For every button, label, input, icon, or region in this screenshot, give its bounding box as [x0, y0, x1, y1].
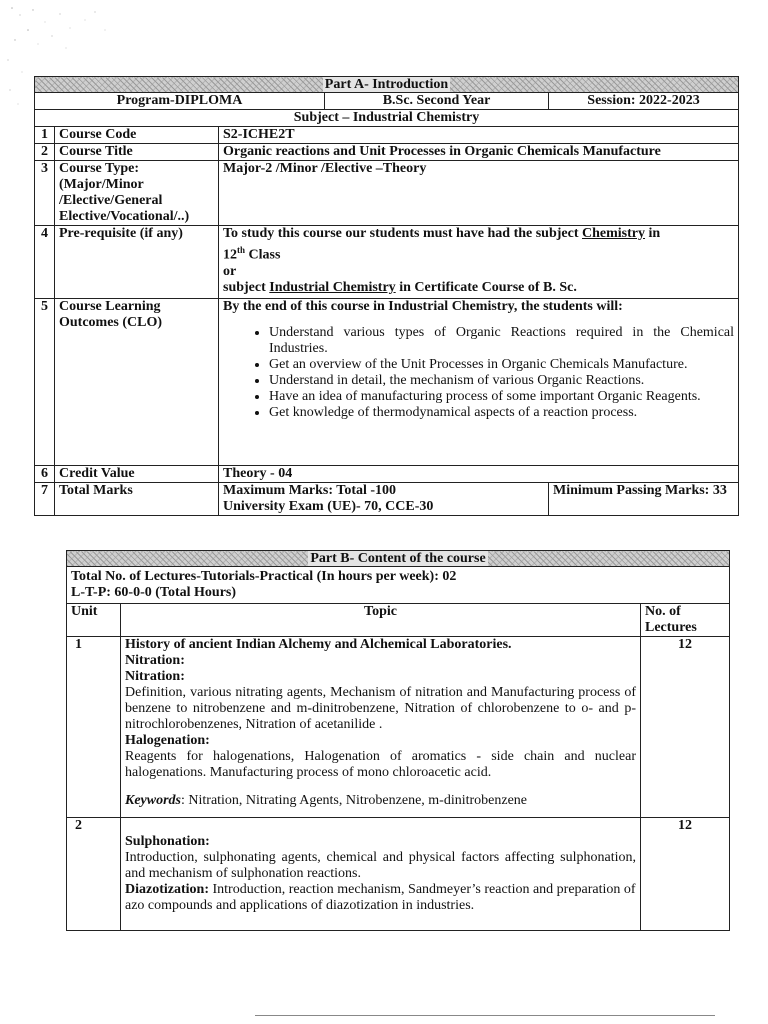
- prerequisite-value: To study this course our students must have had the subject Chemistry in 12th Class or subject Industrial Chemistry in Certificate Course of B. Sc.: [219, 226, 739, 299]
- chemistry-subject: Chemistry: [582, 226, 646, 241]
- unit-number: 1: [67, 637, 121, 818]
- max-marks-cell: Maximum Marks: Total -100 University Exam (UE)- 70, CCE-30: [219, 483, 549, 516]
- row-number: 6: [35, 466, 55, 483]
- course-title-value: Organic reactions and Unit Processes in Organic Chemicals Manufacture: [219, 144, 739, 161]
- part-b-table: [66, 550, 730, 931]
- part-a-table: [34, 76, 739, 516]
- nitration-text: Definition, various nitrating agents, Mechanism of nitration and Manufacturing process of benzene to nitrobenzene and m-dinitrobenzene, Nitration of chlorobenzene to o- and p-nitrochlorobenzenes, Nitration of acetanilide .: [125, 685, 636, 732]
- course-type-value: Major-2 /Minor /Elective –Theory: [219, 161, 739, 226]
- unit-number: 2: [67, 818, 121, 931]
- clo-list: [223, 325, 734, 421]
- diazotization-text: Introduction, reaction mechanism, Sandmeyer’s reaction and preparation of azo compounds and applications of diazotization in industries.: [125, 882, 636, 913]
- unit-row-2: [67, 818, 730, 931]
- total-marks-label: Total Marks: [55, 483, 219, 516]
- course-type-label: Course Type: (Major/Minor /Elective/General Elective/Vocational/..): [55, 161, 219, 226]
- lectures-info: Total No. of Lectures-Tutorials-Practical (In hours per week): 02 L-T-P: 60-0-0 (Total Hours): [67, 567, 730, 604]
- row-number: 7: [35, 483, 55, 516]
- program-cell: Program-DIPLOMA: [35, 93, 325, 110]
- unit-lectures: 12: [641, 637, 730, 818]
- credit-value: Theory - 04: [219, 466, 739, 483]
- part-a-banner: Part A- Introduction: [35, 77, 739, 93]
- subject-cell: Subject – Industrial Chemistry: [35, 110, 739, 127]
- clo-item: • Get an overview of the Unit Processes in Organic Chemicals Manufacture.: [269, 357, 734, 373]
- year-cell: B.Sc. Second Year: [325, 93, 549, 110]
- clo-label: Course Learning Outcomes (CLO): [55, 299, 219, 466]
- unit-2-topic: Sulphonation: Introduction, sulphonating agents, chemical and physical factors affecting sulphonation, and mechanism of sulphonation reactions. Diazotization: Introduction, reaction mechanism, Sandmeyer’s reaction and preparation of azo compounds and applications of diazotization in industries.: [121, 818, 641, 931]
- clo-value: [219, 299, 739, 466]
- credit-value-label: Credit Value: [55, 466, 219, 483]
- halogenation-text: Reagents for halogenations, Halogenation of aromatics - side chain and nuclear halogenations. Manufacturing process of mono chloroacetic acid.: [125, 749, 636, 780]
- row-number: 1: [35, 127, 55, 144]
- course-code-value: S2-ICHE2T: [219, 127, 739, 144]
- unit-1-topic: History of ancient Indian Alchemy and Alchemical Laboratories. Nitration: Nitration: Definition, various nitrating agents, Mechanism of nitration and Manufacturing process of benzene to nitrobenzene and m-dinitrobenzene, Nitration of chlorobenzene to o- and p-nitrochlorobenzenes, Nitration of acetanilide . Halogenation: Reagents for halogenations, Halogenation of aromatics - side chain and nuclear halogenations. Manufacturing process of mono chloroacetic acid. Keywords: Nitration, Nitrating Agents, Nitrobenzene, m-dinitrobenzene: [121, 637, 641, 818]
- row-number: 3: [35, 161, 55, 226]
- clo-item: • Have an idea of manufacturing process of some important Organic Reagents.: [269, 389, 734, 405]
- industrial-chemistry-subject: Industrial Chemistry: [269, 279, 396, 295]
- clo-item: • Understand various types of Organic Reactions required in the Chemical Industries.: [269, 325, 734, 357]
- course-code-label: Course Code: [55, 127, 219, 144]
- min-marks-cell: Minimum Passing Marks: 33: [549, 483, 739, 516]
- course-title-label: Course Title: [55, 144, 219, 161]
- clo-intro: By the end of this course in Industrial Chemistry, the students will:: [223, 299, 623, 314]
- col-topic-header: Topic: [121, 604, 641, 637]
- unit-lectures: 12: [641, 818, 730, 931]
- part-b-banner: Part B- Content of the course: [67, 551, 730, 567]
- unit-row-1: [67, 637, 730, 818]
- col-lectures-header: No. of Lectures: [641, 604, 730, 637]
- session-cell: Session: 2022-2023: [549, 93, 739, 110]
- row-number: 4: [35, 226, 55, 299]
- sulphonation-text: Introduction, sulphonating agents, chemical and physical factors affecting sulphonation, and mechanism of sulphonation reactions.: [125, 850, 636, 881]
- page-bottom-rule: [255, 1015, 715, 1016]
- unit-1-keywords: Keywords: Nitration, Nitrating Agents, Nitrobenzene, m-dinitrobenzene: [125, 793, 528, 808]
- unit-1-heading: History of ancient Indian Alchemy and Alchemical Laboratories.: [125, 637, 512, 652]
- col-unit-header: Unit: [67, 604, 121, 637]
- row-number: 2: [35, 144, 55, 161]
- row-number: 5: [35, 299, 55, 466]
- clo-item: • Understand in detail, the mechanism of various Organic Reactions.: [269, 373, 734, 389]
- clo-item: • Get knowledge of thermodynamical aspects of a reaction process.: [269, 405, 734, 421]
- prerequisite-label: Pre-requisite (if any): [55, 226, 219, 299]
